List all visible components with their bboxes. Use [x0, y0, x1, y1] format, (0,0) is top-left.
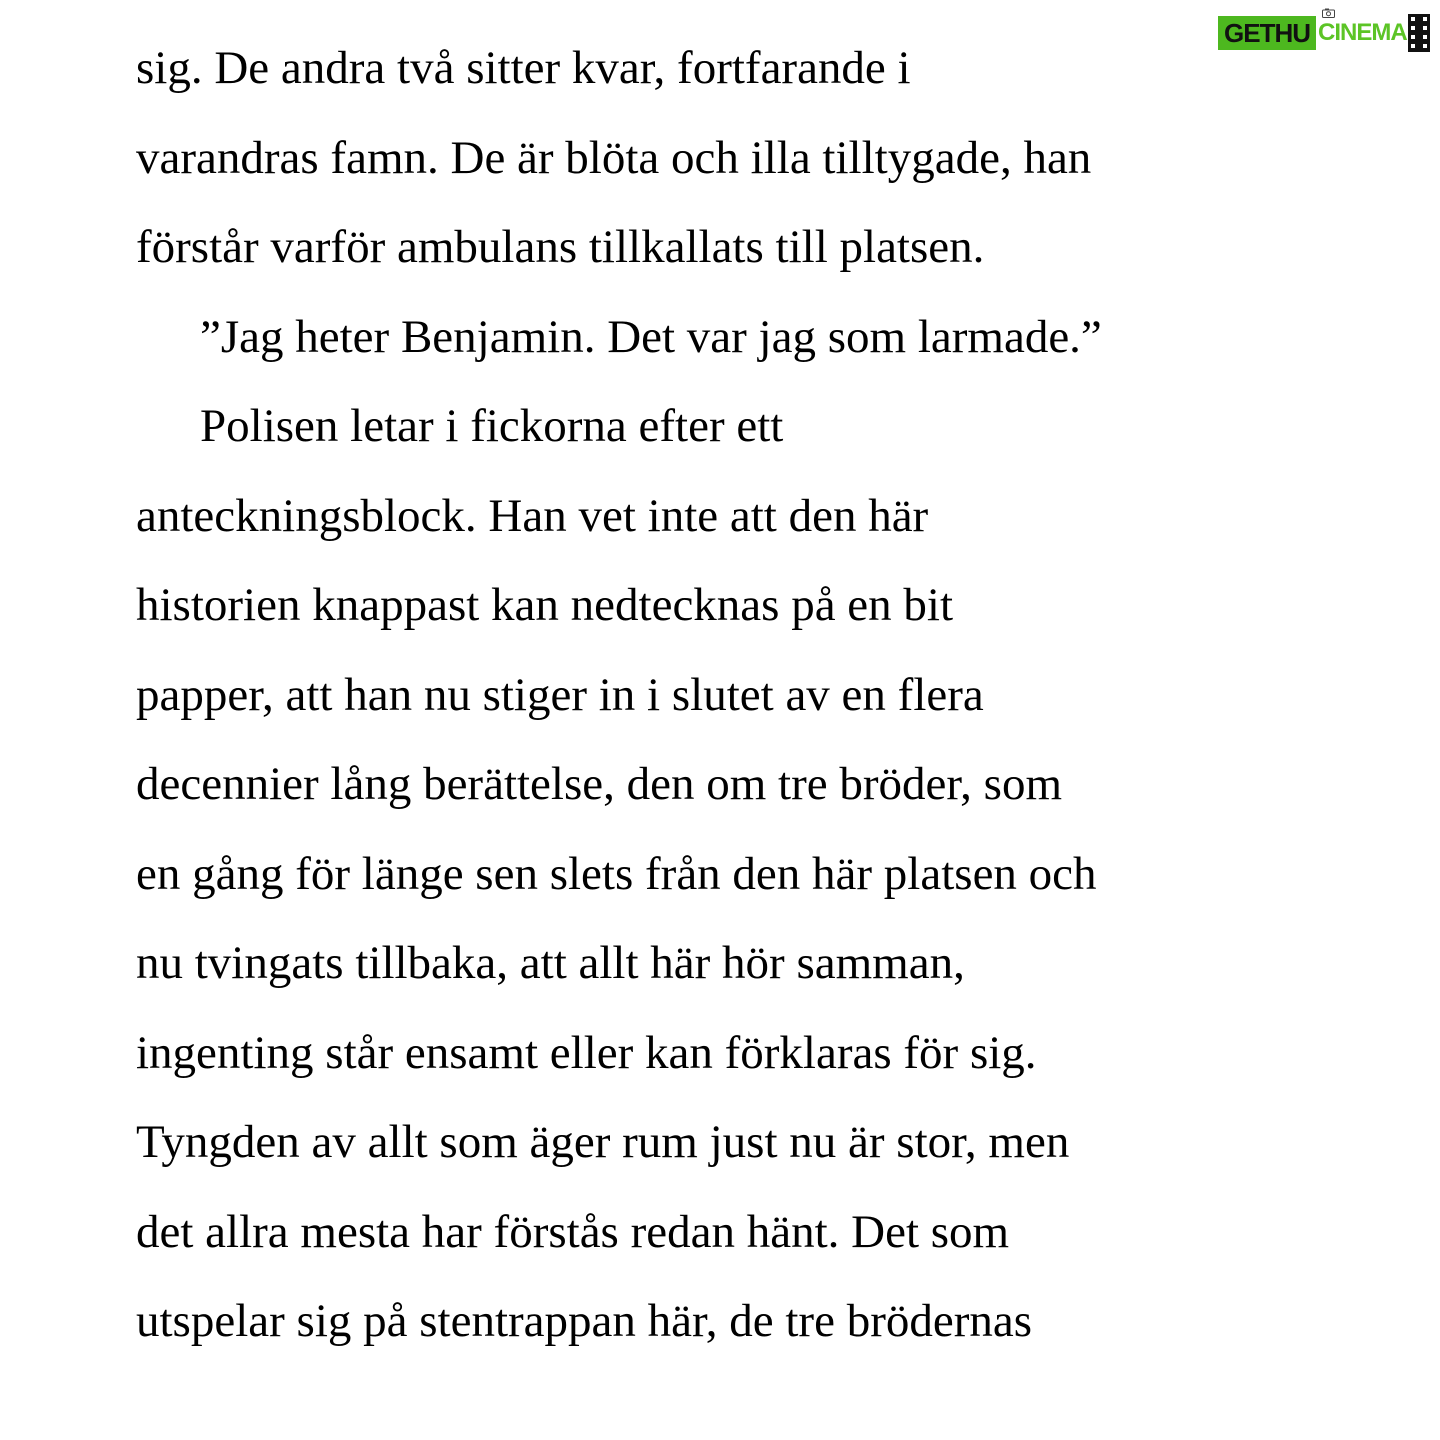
text-line: ingenting står ensamt eller kan förklaras för sig.: [136, 1026, 1037, 1079]
text-line: förstår varför ambulans tillkallats till platsen.: [136, 221, 985, 273]
watermark-cinema: CINEMA: [1318, 19, 1407, 46]
film-strip-icon: [1408, 14, 1430, 52]
text-line: det allra mesta har förstås redan hänt. Det som: [136, 1205, 1010, 1258]
text-line: varandras famn. De är blöta och illa tilltygade, han: [136, 131, 1092, 184]
text-line: papper, att han nu stiger in i slutet av en flera: [136, 668, 984, 721]
text-line: historien knappast kan nedtecknas på en bit: [136, 579, 954, 631]
text-line: anteckningsblock. Han vet inte att den här: [136, 489, 929, 542]
text-line: nu tvingats tillbaka, att allt här hör samman,: [136, 937, 965, 989]
text-line: ”Jag heter Benjamin. Det var jag som larmade.”: [200, 310, 1102, 363]
text-line: Tyngden av allt som äger rum just nu är stor, men: [136, 1116, 1070, 1168]
text-line: en gång för länge sen slets från den här platsen och: [136, 847, 1097, 900]
watermark-logo: [1218, 8, 1430, 56]
text-line: decennier lång berättelse, den om tre bröder, som: [136, 758, 1063, 810]
text-line: Polisen letar i fickorna efter ett: [200, 400, 784, 452]
watermark-gethu: GETHU: [1218, 16, 1316, 50]
text-line: utspelar sig på stentrappan här, de tre brödernas: [136, 1295, 1033, 1347]
text-line: sig. De andra två sitter kvar, fortfarande i: [136, 42, 911, 94]
body-text: [136, 38, 1296, 1381]
